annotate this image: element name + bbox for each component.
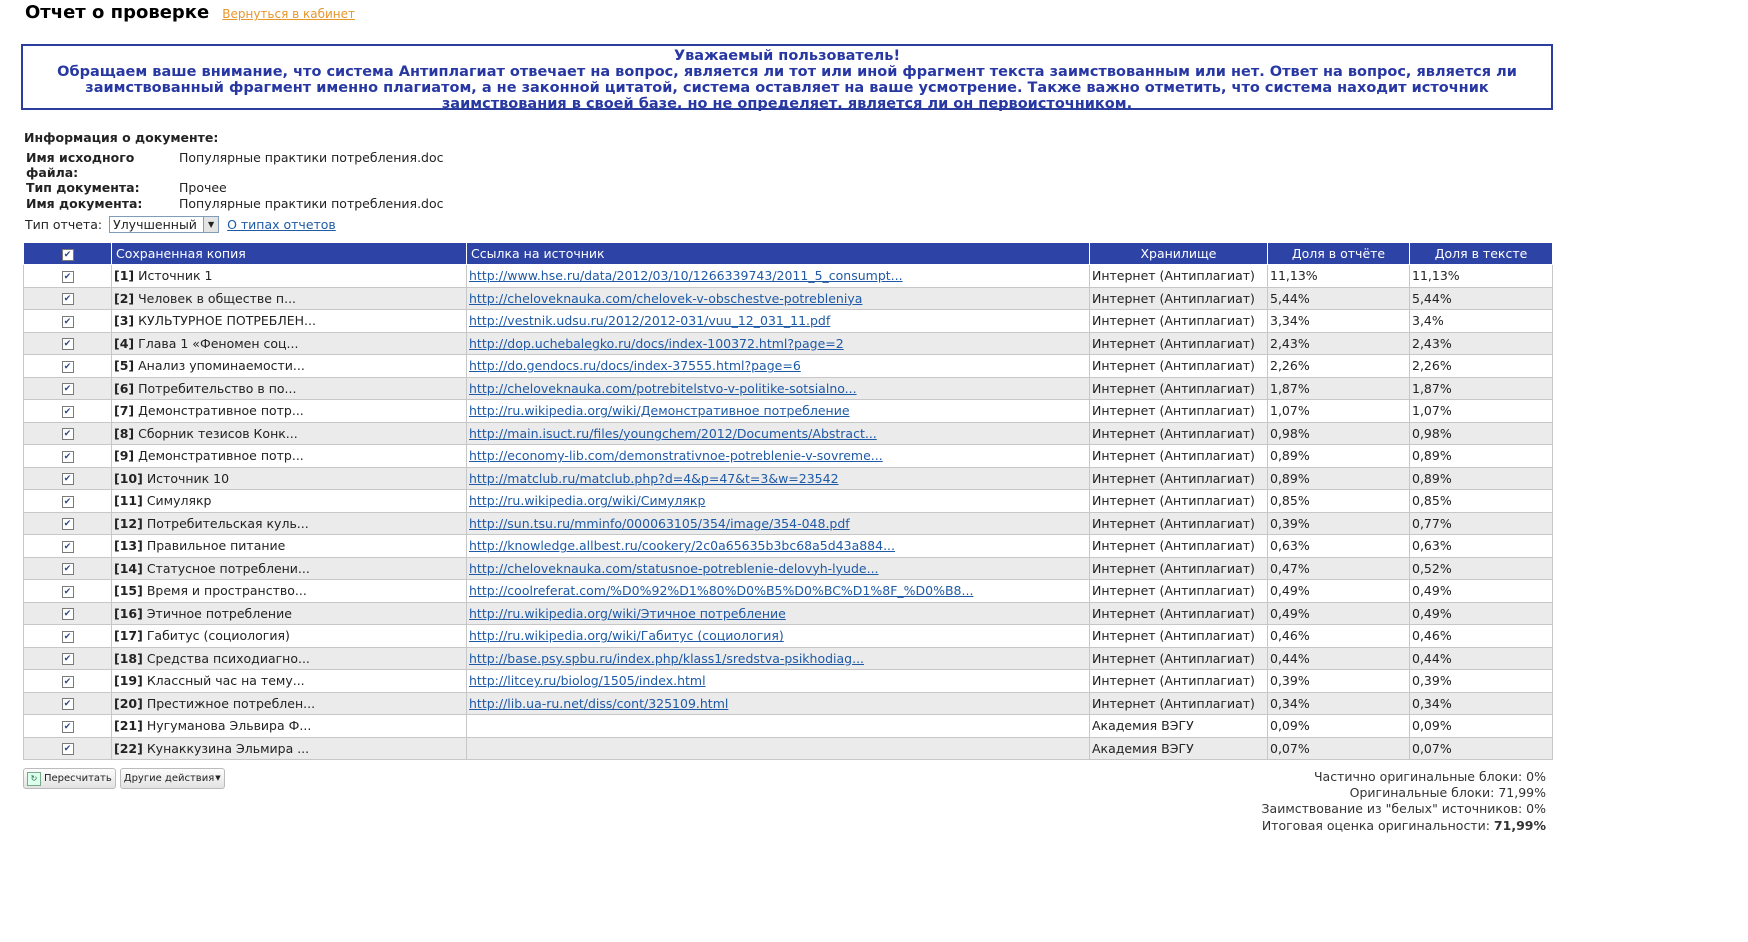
storage-cell: Интернет (Антиплагиат) — [1090, 647, 1268, 670]
table-row — [24, 490, 1553, 513]
source-link-cell — [467, 625, 1090, 648]
report-types-info-link[interactable]: О типах отчетов — [227, 217, 336, 232]
storage-cell: Интернет (Антиплагиат) — [1090, 287, 1268, 310]
row-checkbox[interactable]: ✔ — [62, 428, 74, 440]
table-row — [24, 557, 1553, 580]
storage-cell: Интернет (Антиплагиат) — [1090, 535, 1268, 558]
doc-type-label: Тип документа: — [26, 180, 140, 195]
source-link-cell — [467, 580, 1090, 603]
source-number: [8] — [114, 425, 135, 441]
share-text-cell: 0,52% — [1410, 557, 1553, 580]
source-link[interactable]: http://main.isuct.ru/files/youngchem/2012/Documents/Abstract... — [469, 425, 877, 441]
page-title: Отчет о проверке — [25, 2, 210, 23]
row-checkbox[interactable]: ✔ — [62, 676, 74, 688]
source-name[interactable]: Демонстративное потр... — [138, 403, 304, 419]
source-number: [17] — [114, 628, 143, 644]
share-text-cell: 2,26% — [1410, 355, 1553, 378]
saved-copy-cell[interactable] — [112, 557, 467, 580]
saved-copy-cell[interactable] — [112, 467, 467, 490]
header-saved-copy[interactable]: Сохраненная копия — [112, 243, 467, 265]
chevron-down-icon: ▼ — [215, 774, 221, 782]
table-row — [24, 265, 1553, 288]
table-row — [24, 355, 1553, 378]
source-link[interactable]: http://lib.ua-ru.net/diss/cont/325109.html — [469, 695, 729, 711]
table-header-row — [24, 243, 1553, 265]
row-checkbox-cell[interactable] — [24, 512, 112, 535]
share-report-cell: 1,87% — [1268, 377, 1410, 400]
source-link[interactable]: http://cheloveknauka.com/statusnoe-potreblenie-delovyh-lyude... — [469, 560, 879, 576]
source-name[interactable]: Человек в обществе п... — [138, 290, 297, 306]
saved-copy-cell[interactable] — [112, 692, 467, 715]
share-report-cell: 0,44% — [1268, 647, 1410, 670]
source-name[interactable]: Средства психодиагно... — [146, 650, 310, 666]
row-checkbox-cell[interactable] — [24, 580, 112, 603]
summary-white-sources: Заимствование из "белых" источников: 0% — [1261, 801, 1546, 817]
storage-cell: Академия ВЭГУ — [1090, 737, 1268, 760]
saved-copy-cell[interactable] — [112, 535, 467, 558]
storage-cell: Интернет (Антиплагиат) — [1090, 400, 1268, 423]
source-link-cell — [467, 265, 1090, 288]
share-report-cell: 0,07% — [1268, 737, 1410, 760]
source-link[interactable]: http://ru.wikipedia.org/wiki/Этичное потребление — [469, 605, 786, 621]
storage-cell: Интернет (Антиплагиат) — [1090, 310, 1268, 333]
share-text-cell: 0,46% — [1410, 625, 1553, 648]
share-text-cell: 0,44% — [1410, 647, 1553, 670]
table-row — [24, 467, 1553, 490]
row-checkbox[interactable]: ✔ — [62, 518, 74, 530]
table-row — [24, 512, 1553, 535]
source-name[interactable]: Демонстративное потр... — [138, 448, 304, 464]
storage-cell: Интернет (Антиплагиат) — [1090, 602, 1268, 625]
share-text-cell: 1,87% — [1410, 377, 1553, 400]
source-link[interactable]: http://ru.wikipedia.org/wiki/Демонстративное потребление — [469, 403, 850, 419]
source-link[interactable]: http://ru.wikipedia.org/wiki/Симулякр — [469, 493, 706, 509]
source-number: [20] — [114, 695, 143, 711]
share-text-cell: 0,39% — [1410, 670, 1553, 693]
document-info — [24, 130, 447, 212]
source-link-cell — [467, 715, 1090, 738]
source-link[interactable]: http://litcey.ru/biolog/1505/index.html — [469, 673, 706, 689]
table-row — [24, 625, 1553, 648]
row-checkbox[interactable]: ✔ — [62, 361, 74, 373]
source-link[interactable]: http://cheloveknauka.com/potrebitelstvo-v-politike-sotsialno... — [469, 380, 857, 396]
saved-copy-cell[interactable] — [112, 287, 467, 310]
table-row — [24, 602, 1553, 625]
source-number: [10] — [114, 470, 143, 486]
row-checkbox-cell[interactable] — [24, 737, 112, 760]
row-checkbox[interactable]: ✔ — [62, 338, 74, 350]
row-checkbox[interactable]: ✔ — [62, 316, 74, 328]
share-report-cell: 0,89% — [1268, 445, 1410, 468]
other-actions-button[interactable] — [120, 768, 225, 789]
source-name[interactable]: Кунаккузина Эльмира ... — [146, 740, 310, 756]
share-report-cell: 0,47% — [1268, 557, 1410, 580]
saved-copy-cell[interactable] — [112, 715, 467, 738]
saved-copy-cell[interactable] — [112, 625, 467, 648]
source-link[interactable]: http://do.gendocs.ru/docs/index-37555.html?page=6 — [469, 358, 801, 374]
row-checkbox-cell[interactable] — [24, 647, 112, 670]
doc-name-value: Популярные практики потребления.doc — [179, 196, 444, 211]
row-checkbox-cell[interactable] — [24, 535, 112, 558]
source-name[interactable]: Источник 1 — [138, 268, 213, 284]
source-name[interactable]: Время и пространство... — [146, 583, 307, 599]
share-text-cell: 0,77% — [1410, 512, 1553, 535]
source-name[interactable]: Потребительская куль... — [146, 515, 309, 531]
source-number: [12] — [114, 515, 143, 531]
source-link[interactable]: http://ru.wikipedia.org/wiki/Габитус (социология) — [469, 628, 784, 644]
row-checkbox[interactable]: ✔ — [62, 293, 74, 305]
row-checkbox-cell[interactable] — [24, 310, 112, 333]
source-link-cell — [467, 737, 1090, 760]
source-number: [19] — [114, 673, 143, 689]
share-report-cell: 0,39% — [1268, 512, 1410, 535]
source-link-cell — [467, 512, 1090, 535]
header-storage[interactable]: Хранилище — [1090, 243, 1268, 265]
header-share-report[interactable]: Доля в отчёте — [1268, 243, 1410, 265]
row-checkbox-cell[interactable] — [24, 692, 112, 715]
share-report-cell: 2,26% — [1268, 355, 1410, 378]
share-text-cell: 0,89% — [1410, 445, 1553, 468]
storage-cell: Академия ВЭГУ — [1090, 715, 1268, 738]
actions-bar — [23, 768, 225, 789]
source-link-cell — [467, 670, 1090, 693]
table-row — [24, 332, 1553, 355]
table-row — [24, 287, 1553, 310]
table-row — [24, 715, 1553, 738]
recalculate-button[interactable] — [23, 768, 116, 789]
source-name[interactable]: Этичное потребление — [146, 605, 292, 621]
share-text-cell: 5,44% — [1410, 287, 1553, 310]
table-row — [24, 535, 1553, 558]
share-text-cell: 0,89% — [1410, 467, 1553, 490]
report-type-selected: Улучшенный — [113, 217, 197, 232]
source-name[interactable]: Правильное питание — [146, 538, 286, 554]
table-row — [24, 422, 1553, 445]
row-checkbox-cell[interactable] — [24, 355, 112, 378]
row-checkbox-cell[interactable] — [24, 287, 112, 310]
source-name[interactable]: Классный час на тему... — [146, 673, 305, 689]
table-row — [24, 377, 1553, 400]
share-report-cell: 0,34% — [1268, 692, 1410, 715]
row-checkbox[interactable]: ✔ — [62, 743, 74, 755]
saved-copy-cell[interactable] — [112, 332, 467, 355]
page-header — [25, 2, 355, 23]
source-link-cell — [467, 400, 1090, 423]
sources-table-body — [24, 265, 1553, 760]
report-type-row — [25, 216, 336, 233]
summary-total-label: Итоговая оценка оригинальности: — [1261, 817, 1494, 833]
row-checkbox[interactable]: ✔ — [62, 563, 74, 575]
other-actions-label: Другие действия — [123, 773, 215, 784]
share-text-cell: 0,85% — [1410, 490, 1553, 513]
saved-copy-cell[interactable] — [112, 422, 467, 445]
source-number: [1] — [114, 268, 135, 284]
row-checkbox[interactable]: ✔ — [62, 631, 74, 643]
source-number: [13] — [114, 538, 143, 554]
source-link[interactable]: http://vestnik.udsu.ru/2012/2012-031/vuu_12_031_11.pdf — [469, 313, 831, 329]
storage-cell: Интернет (Антиплагиат) — [1090, 445, 1268, 468]
source-link-cell — [467, 692, 1090, 715]
source-link-cell — [467, 422, 1090, 445]
source-number: [14] — [114, 560, 143, 576]
storage-cell: Интернет (Антиплагиат) — [1090, 422, 1268, 445]
notice-greeting: Уважаемый пользователь! — [673, 48, 901, 64]
recalculate-icon: ↻ — [27, 772, 41, 786]
table-row — [24, 580, 1553, 603]
storage-cell: Интернет (Антиплагиат) — [1090, 332, 1268, 355]
source-link[interactable]: http://knowledge.allbest.ru/cookery/2c0a65635b3bc68a5d43a884... — [469, 538, 896, 554]
source-link-cell — [467, 535, 1090, 558]
source-link[interactable]: http://base.psy.spbu.ru/index.php/klass1/sredstva-psikhodiag... — [469, 650, 865, 666]
saved-copy-cell[interactable] — [112, 377, 467, 400]
doc-type-value: Прочее — [179, 180, 227, 195]
share-report-cell: 11,13% — [1268, 265, 1410, 288]
notice-text: Обращаем ваше внимание, что система Антиплагиат отвечает на вопрос, является ли тот или иной фрагмент текста заимствованным или нет. Ответ на вопрос, является ли заимствованный фрагмент именно плагиатом, а не законной цитатой, система оставляет на ваше усмотрение. Также важно отметить, что система находит источник заимствования в своей базе, но не определяет, является ли он первоисточником. — [57, 64, 1517, 112]
storage-cell: Интернет (Антиплагиат) — [1090, 625, 1268, 648]
share-text-cell: 2,43% — [1410, 332, 1553, 355]
sources-table — [23, 242, 1553, 760]
source-number: [11] — [114, 493, 143, 509]
table-row — [24, 310, 1553, 333]
storage-cell: Интернет (Антиплагиат) — [1090, 265, 1268, 288]
share-report-cell: 3,34% — [1268, 310, 1410, 333]
row-checkbox[interactable]: ✔ — [62, 271, 74, 283]
source-link-cell — [467, 287, 1090, 310]
report-type-select[interactable] — [109, 216, 219, 233]
row-checkbox-cell[interactable] — [24, 625, 112, 648]
source-link-cell — [467, 445, 1090, 468]
storage-cell: Интернет (Антиплагиат) — [1090, 377, 1268, 400]
row-checkbox[interactable]: ✔ — [62, 608, 74, 620]
source-name[interactable]: Габитус (социология) — [146, 628, 290, 644]
saved-copy-cell[interactable] — [112, 490, 467, 513]
row-checkbox-cell[interactable] — [24, 422, 112, 445]
row-checkbox-cell[interactable] — [24, 265, 112, 288]
source-name[interactable]: КУЛЬТУРНОЕ ПОТРЕБЛЕН... — [138, 313, 316, 329]
row-checkbox-cell[interactable] — [24, 670, 112, 693]
header-share-text[interactable]: Доля в тексте — [1410, 243, 1553, 265]
source-name[interactable]: Глава 1 «Феномен соц... — [138, 335, 299, 351]
source-name[interactable]: Симулякр — [146, 493, 212, 509]
source-number: [16] — [114, 605, 143, 621]
source-number: [18] — [114, 650, 143, 666]
source-number: [2] — [114, 290, 135, 306]
share-text-cell: 0,49% — [1410, 580, 1553, 603]
row-checkbox-cell[interactable] — [24, 490, 112, 513]
row-checkbox[interactable]: ✔ — [62, 406, 74, 418]
row-checkbox[interactable]: ✔ — [62, 698, 74, 710]
select-all-header[interactable] — [24, 243, 112, 265]
share-text-cell: 0,34% — [1410, 692, 1553, 715]
summary-total — [1262, 818, 1546, 834]
row-checkbox-cell[interactable] — [24, 557, 112, 580]
share-text-cell: 11,13% — [1410, 265, 1553, 288]
row-checkbox[interactable]: ✔ — [62, 541, 74, 553]
saved-copy-cell[interactable] — [112, 737, 467, 760]
storage-cell: Интернет (Антиплагиат) — [1090, 557, 1268, 580]
row-checkbox[interactable]: ✔ — [62, 383, 74, 395]
saved-copy-cell[interactable] — [112, 400, 467, 423]
source-number: [4] — [114, 335, 135, 351]
recalculate-label: Пересчитать — [44, 773, 112, 784]
source-link[interactable]: http://www.hse.ru/data/2012/03/10/1266339743/2011_5_consumpt... — [469, 268, 903, 284]
doc-filename-value: Популярные практики потребления.doc — [179, 150, 444, 165]
share-text-cell: 0,09% — [1410, 715, 1553, 738]
storage-cell: Интернет (Антиплагиат) — [1090, 512, 1268, 535]
row-checkbox[interactable]: ✔ — [62, 721, 74, 733]
share-report-cell: 1,07% — [1268, 400, 1410, 423]
summary-partial: Частично оригинальные блоки: 0% — [1313, 769, 1546, 784]
source-name[interactable]: Источник 10 — [146, 470, 230, 486]
share-report-cell: 5,44% — [1268, 287, 1410, 310]
notice-box — [21, 44, 1553, 110]
source-link-cell — [467, 557, 1090, 580]
source-link-cell — [467, 310, 1090, 333]
saved-copy-cell[interactable] — [112, 445, 467, 468]
row-checkbox-cell[interactable] — [24, 400, 112, 423]
share-report-cell: 0,49% — [1268, 580, 1410, 603]
saved-copy-cell[interactable] — [112, 265, 467, 288]
share-text-cell: 0,98% — [1410, 422, 1553, 445]
storage-cell: Интернет (Антиплагиат) — [1090, 467, 1268, 490]
row-checkbox-cell[interactable] — [24, 602, 112, 625]
source-link-cell — [467, 647, 1090, 670]
share-text-cell: 0,49% — [1410, 602, 1553, 625]
row-checkbox[interactable]: ✔ — [62, 473, 74, 485]
saved-copy-cell[interactable] — [112, 512, 467, 535]
row-checkbox[interactable]: ✔ — [62, 653, 74, 665]
storage-cell: Интернет (Антиплагиат) — [1090, 692, 1268, 715]
table-row — [24, 400, 1553, 423]
summary-original: Оригинальные блоки: 71,99% — [1349, 785, 1546, 801]
share-text-cell: 3,4% — [1410, 310, 1553, 333]
document-info-table — [26, 150, 447, 212]
source-link[interactable]: http://economy-lib.com/demonstrativnoe-potreblenie-v-sovreme... — [469, 448, 883, 464]
row-checkbox[interactable]: ✔ — [62, 586, 74, 598]
table-row — [24, 647, 1553, 670]
source-link[interactable]: http://sun.tsu.ru/mminfo/000063105/354/image/354-048.pdf — [469, 515, 850, 531]
source-number: [3] — [114, 313, 135, 329]
source-link-cell — [467, 355, 1090, 378]
source-number: [7] — [114, 403, 135, 419]
source-link[interactable]: http://coolreferat.com/%D0%92%D1%80%D0%B5%D0%BC%D1%8F_%D0%B8... — [469, 583, 974, 599]
storage-cell: Интернет (Антиплагиат) — [1090, 580, 1268, 603]
doc-name-label: Имя документа: — [26, 196, 143, 211]
originality-summary — [1262, 769, 1546, 834]
source-link[interactable]: http://matclub.ru/matclub.php?d=4&p=47&t=3&w=23542 — [469, 470, 839, 486]
source-number: [22] — [114, 740, 143, 756]
report-type-label: Тип отчета: — [25, 217, 103, 232]
source-number: [15] — [114, 583, 143, 599]
source-number: [5] — [114, 358, 135, 374]
row-checkbox-cell[interactable] — [24, 377, 112, 400]
source-name[interactable]: Сборник тезисов Конк... — [138, 425, 298, 441]
storage-cell: Интернет (Антиплагиат) — [1090, 490, 1268, 513]
share-text-cell: 0,63% — [1410, 535, 1553, 558]
source-number: [21] — [114, 718, 143, 734]
share-report-cell: 2,43% — [1268, 332, 1410, 355]
share-report-cell: 0,98% — [1268, 422, 1410, 445]
source-link-cell — [467, 467, 1090, 490]
saved-copy-cell[interactable] — [112, 580, 467, 603]
saved-copy-cell[interactable] — [112, 355, 467, 378]
share-report-cell: 0,39% — [1268, 670, 1410, 693]
row-checkbox[interactable]: ✔ — [62, 496, 74, 508]
select-all-checkbox[interactable]: ✔ — [62, 249, 74, 261]
table-row — [24, 445, 1553, 468]
table-row — [24, 737, 1553, 760]
dropdown-arrow-icon[interactable]: ▼ — [203, 217, 218, 232]
source-name[interactable]: Престижное потреблен... — [146, 695, 316, 711]
source-name[interactable]: Анализ упоминаемости... — [138, 358, 305, 374]
summary-total-value: 71,99% — [1493, 817, 1546, 833]
source-link-cell — [467, 602, 1090, 625]
row-checkbox-cell[interactable] — [24, 467, 112, 490]
storage-cell: Интернет (Антиплагиат) — [1090, 670, 1268, 693]
doc-filename-label: Имя исходного файла: — [26, 150, 135, 180]
source-name[interactable]: Потребительство в по... — [138, 380, 297, 396]
saved-copy-cell[interactable] — [112, 310, 467, 333]
share-text-cell: 0,07% — [1410, 737, 1553, 760]
saved-copy-cell[interactable] — [112, 602, 467, 625]
row-checkbox-cell[interactable] — [24, 445, 112, 468]
source-link[interactable]: http://dop.uchebalegko.ru/docs/index-100372.html?page=2 — [469, 335, 844, 351]
document-info-heading: Информация о документе: — [24, 130, 219, 145]
source-name[interactable]: Нугуманова Эльвира Ф... — [146, 718, 312, 734]
source-link-cell — [467, 332, 1090, 355]
source-number: [9] — [114, 448, 135, 464]
saved-copy-cell[interactable] — [112, 670, 467, 693]
share-report-cell: 0,63% — [1268, 535, 1410, 558]
saved-copy-cell[interactable] — [112, 647, 467, 670]
header-source-link[interactable]: Ссылка на источник — [467, 243, 1090, 265]
table-row — [24, 692, 1553, 715]
share-text-cell: 1,07% — [1410, 400, 1553, 423]
source-link[interactable]: http://cheloveknauka.com/chelovek-v-obschestve-potrebleniya — [469, 290, 863, 306]
source-link-cell — [467, 490, 1090, 513]
source-link-cell — [467, 377, 1090, 400]
back-to-cabinet-link[interactable]: Вернуться в кабинет — [222, 7, 356, 21]
row-checkbox-cell[interactable] — [24, 332, 112, 355]
share-report-cell: 0,89% — [1268, 467, 1410, 490]
share-report-cell: 0,09% — [1268, 715, 1410, 738]
row-checkbox[interactable]: ✔ — [62, 451, 74, 463]
table-row — [24, 670, 1553, 693]
share-report-cell: 0,46% — [1268, 625, 1410, 648]
row-checkbox-cell[interactable] — [24, 715, 112, 738]
storage-cell: Интернет (Антиплагиат) — [1090, 355, 1268, 378]
source-number: [6] — [114, 380, 135, 396]
share-report-cell: 0,85% — [1268, 490, 1410, 513]
share-report-cell: 0,49% — [1268, 602, 1410, 625]
source-name[interactable]: Статусное потреблени... — [146, 560, 310, 576]
